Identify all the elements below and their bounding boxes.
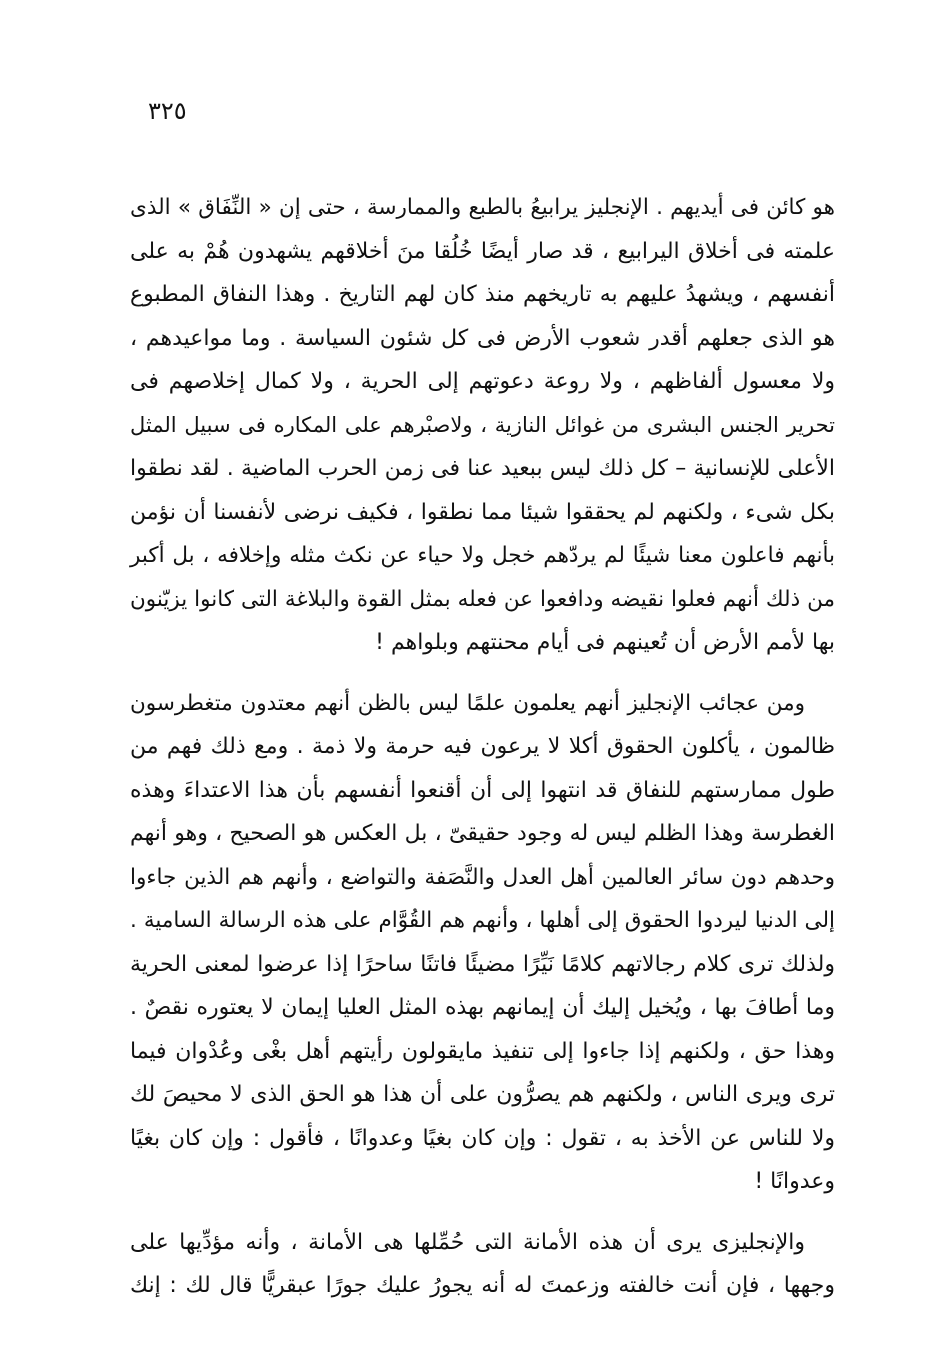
text-line: ترى ويرى الناس ، ولكنهم هم يصرُّون على أن هذا هو الحق الذى لا محيصَ لك: [130, 1082, 835, 1107]
text-line: بكل شىء ، ولكنهم لم يحققوا شيئا مما نطقوا ، فكيف نرضى لأنفسنا أن نؤمن: [130, 499, 835, 525]
text-line: الغطرسة وهذا الظلم ليس له وجود حقيقىّ ، بل العكس هو الصحيح ، وهو أنهم: [130, 821, 835, 846]
paragraph: [130, 682, 835, 1204]
paragraph: [130, 186, 835, 665]
text-line: وعدوانًا !: [754, 1169, 835, 1194]
text-line: علمته فى أخلاق اليرابيع ، قد صار أيضًا خُلُقا منَ أخلاقهم يشهدون هُمْ به على: [130, 238, 835, 264]
text-line: وهذا حق ، ولكنهم إذا جاءوا إلى تنفيذ مايقولون رأيتهم أهل بغْى وعُدْوان فيما: [130, 1038, 835, 1064]
text-line: بها لأمم الأرض أن تُعينهم فى أيام محنتهم وبلواهم !: [375, 630, 835, 655]
text-line: وحدهم دون سائر العالمين أهل العدل والنَّصَفة والتواضع ، وأنهم هم الذين جاءوا: [130, 864, 835, 890]
text-line: وما أطافَ بها ، ويُخيل إليك أن إيمانهم بهذه المثل العليا إيمان لا يعتوره نقصٌ .: [130, 995, 835, 1020]
text-line: أنفسهم ، ويشهدُ عليهم به تاريخهم منذ كان لهم التاريخ . وهذا النفاق المطبوع: [130, 282, 835, 307]
text-line: ولا للناس عن الأخذ به ، تقول : وإن كان بغيًا وعدوانًا ، فأقول : وإن كان بغيًا: [130, 1125, 835, 1151]
text-line: ومن عجائب الإنجليز أنهم يعلمون علمًا ليس بالظن أنهم معتدون متغطرسون: [130, 690, 805, 716]
text-line: بأنهم فاعلون معنا شيئًا لم يردّهم خجل ولا حياء عن نكث مثله وإخلافه ، بل أكبر: [130, 543, 835, 568]
text-line: ولا معسول ألفاظهم ، ولا روعة دعوتهم إلى الحرية ، ولا كمال إخلاصهم فى: [130, 369, 835, 394]
text-line: الأعلى للإنسانية – كل ذلك ليس ببعيد عنا فى زمن الحرب الماضية . لقد نطقوا: [130, 456, 835, 481]
text-line: طول ممارستهم للنفاق قد انتهوا إلى أن أقنعوا أنفسهم بأن هذا الاعتداءَ وهذه: [130, 777, 835, 803]
text-line: هو كائن فى أيديهم . الإنجليز يرابيعُ بالطبع والممارسة ، حتى إن « النِّفَاق » الذى: [130, 195, 835, 220]
page-number: ٣٢٥: [148, 97, 187, 125]
text-line: والإنجليزى يرى أن هذه الأمانة التى حُمِّلها هى الأمانة ، وأنه مؤدِّيها على: [130, 1229, 805, 1255]
text-line: من ذلك أنهم فعلوا نقيضه ودافعوا عن فعله بمثل القوة والبلاغة التى كانوا يزيّنون: [130, 586, 835, 612]
body-text: [130, 186, 835, 1308]
text-line: وجهها ، فإن أنت خالفته وزعمتَ له أنه يجورُ عليك جورًا عبقريًّا قال لك : إنك: [130, 1273, 835, 1298]
text-line: ظالمون ، يأكلون الحقوق أكلا لا يرعون فيه حرمة ولا ذمة . ومع ذلك فهم من: [130, 734, 835, 759]
text-line: إلى الدنيا ليردوا الحقوق إلى أهلها ، وأنهم هم القُوَّام على هذه الرسالة السامية .: [130, 908, 835, 933]
text-line: هو الذى جعلهم أقدر شعوب الأرض فى كل شئون السياسة . وما مواعيدهم ،: [130, 325, 835, 351]
text-line: تحرير الجنس البشرى من غوائل النازية ، ولاصبْرهم على المكاره فى سبيل المثل: [130, 412, 835, 437]
paragraph: [130, 1221, 835, 1308]
text-line: ولذلك ترى كلام رجالاتهم كلامًا نَيِّرًا مضيئًا فاتنًا ساحرًا إذا عرضوا لمعنى الحرية: [130, 951, 835, 977]
